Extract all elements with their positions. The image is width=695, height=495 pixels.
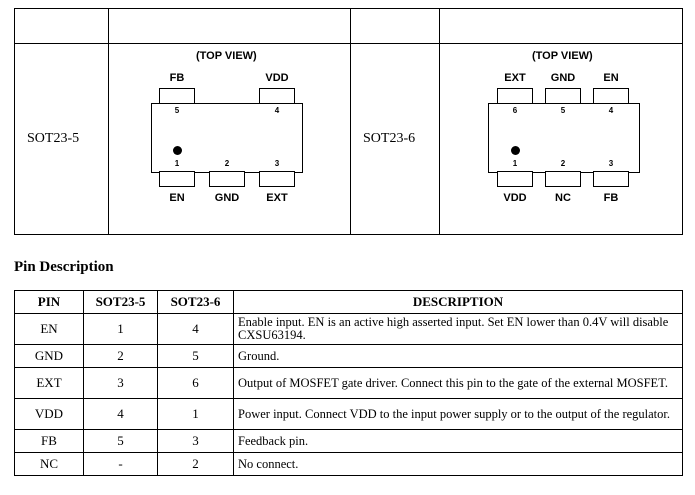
blank-header-cell [440, 9, 683, 44]
table-row [15, 453, 683, 476]
column-header: PIN [15, 291, 84, 314]
pin-lead [259, 88, 295, 104]
description-cell: Enable input. EN is an active high asserted input. Set EN lower than 0.4V will disable CXSU63194. [234, 314, 683, 345]
pin-number: 1 [174, 159, 180, 168]
pin-label: GND [550, 72, 576, 84]
pin-name-cell: EN [15, 314, 84, 345]
description-cell: Power input. Connect VDD to the input power supply or to the output of the regulator. [234, 399, 683, 430]
package-header-row [15, 9, 683, 44]
pin-label: EN [169, 192, 185, 204]
pin-name-cell: EXT [15, 368, 84, 399]
pin-number: 3 [608, 159, 614, 168]
pin-label: EXT [504, 72, 526, 84]
pin1-marker-dot [173, 146, 182, 155]
description-cell: Output of MOSFET gate driver. Connect this pin to the gate of the external MOSFET. [234, 368, 683, 399]
pin-lead [497, 171, 533, 187]
package-table [14, 8, 683, 235]
pin-name-cell: FB [15, 430, 84, 453]
pin-lead [159, 171, 195, 187]
table-row [15, 399, 683, 430]
blank-header-cell [15, 9, 109, 44]
table-row [15, 368, 683, 399]
pin-lead [593, 88, 629, 104]
pin-label: GND [214, 192, 240, 204]
sot23-5-cell: 3 [84, 368, 158, 399]
pin-name-cell: GND [15, 345, 84, 368]
sot23-6-cell: 1 [158, 399, 234, 430]
description-cell: Feedback pin. [234, 430, 683, 453]
pin-description-table [14, 290, 683, 476]
pin-number: 4 [274, 106, 280, 115]
pin-lead [497, 88, 533, 104]
pin-number: 2 [560, 159, 566, 168]
sot23-6-diagram [440, 44, 682, 234]
package-diagram-cell [109, 44, 351, 235]
column-header: SOT23-6 [158, 291, 234, 314]
table-row [15, 345, 683, 368]
sot23-6-cell: 4 [158, 314, 234, 345]
pin-label: VDD [265, 72, 289, 84]
pin-label: VDD [503, 192, 527, 204]
pin-number: 4 [608, 106, 614, 115]
pin-lead [545, 88, 581, 104]
pin-lead [159, 88, 195, 104]
pin-name-cell: NC [15, 453, 84, 476]
pin-number: 2 [224, 159, 230, 168]
package-name: SOT23-6 [351, 44, 440, 235]
pin-lead [209, 171, 245, 187]
description-cell: Ground. [234, 345, 683, 368]
pin1-marker-dot [511, 146, 520, 155]
pin-number: 6 [512, 106, 518, 115]
sot23-5-diagram [109, 44, 350, 234]
sot23-5-cell: 1 [84, 314, 158, 345]
pin-label: FB [169, 72, 185, 84]
table-header-row [15, 291, 683, 314]
package-name: SOT23-5 [15, 44, 109, 235]
description-cell: No connect. [234, 453, 683, 476]
pin-lead [259, 171, 295, 187]
pin-number: 3 [274, 159, 280, 168]
sot23-5-cell: 4 [84, 399, 158, 430]
pin-lead [545, 171, 581, 187]
pin-lead [593, 171, 629, 187]
pin-label: NC [555, 192, 571, 204]
sot23-6-cell: 2 [158, 453, 234, 476]
pin-label: EXT [266, 192, 288, 204]
top-view-label: (TOP VIEW) [196, 50, 257, 62]
table-row [15, 314, 683, 345]
column-header: SOT23-5 [84, 291, 158, 314]
pin-name-cell: VDD [15, 399, 84, 430]
pin-label: EN [603, 72, 619, 84]
pin-number: 5 [174, 106, 180, 115]
blank-header-cell [351, 9, 440, 44]
package-row [15, 44, 683, 235]
package-diagram-cell [440, 44, 683, 235]
pin-number: 1 [512, 159, 518, 168]
table-row [15, 430, 683, 453]
column-header: DESCRIPTION [234, 291, 683, 314]
sot23-6-cell: 6 [158, 368, 234, 399]
top-view-label: (TOP VIEW) [532, 50, 593, 62]
blank-header-cell [109, 9, 351, 44]
sot23-6-cell: 3 [158, 430, 234, 453]
sot23-6-cell: 5 [158, 345, 234, 368]
sot23-5-cell: 2 [84, 345, 158, 368]
pin-label: FB [603, 192, 619, 204]
sot23-5-cell: 5 [84, 430, 158, 453]
sot23-5-cell: - [84, 453, 158, 476]
section-title: Pin Description [14, 259, 114, 275]
pin-number: 5 [560, 106, 566, 115]
